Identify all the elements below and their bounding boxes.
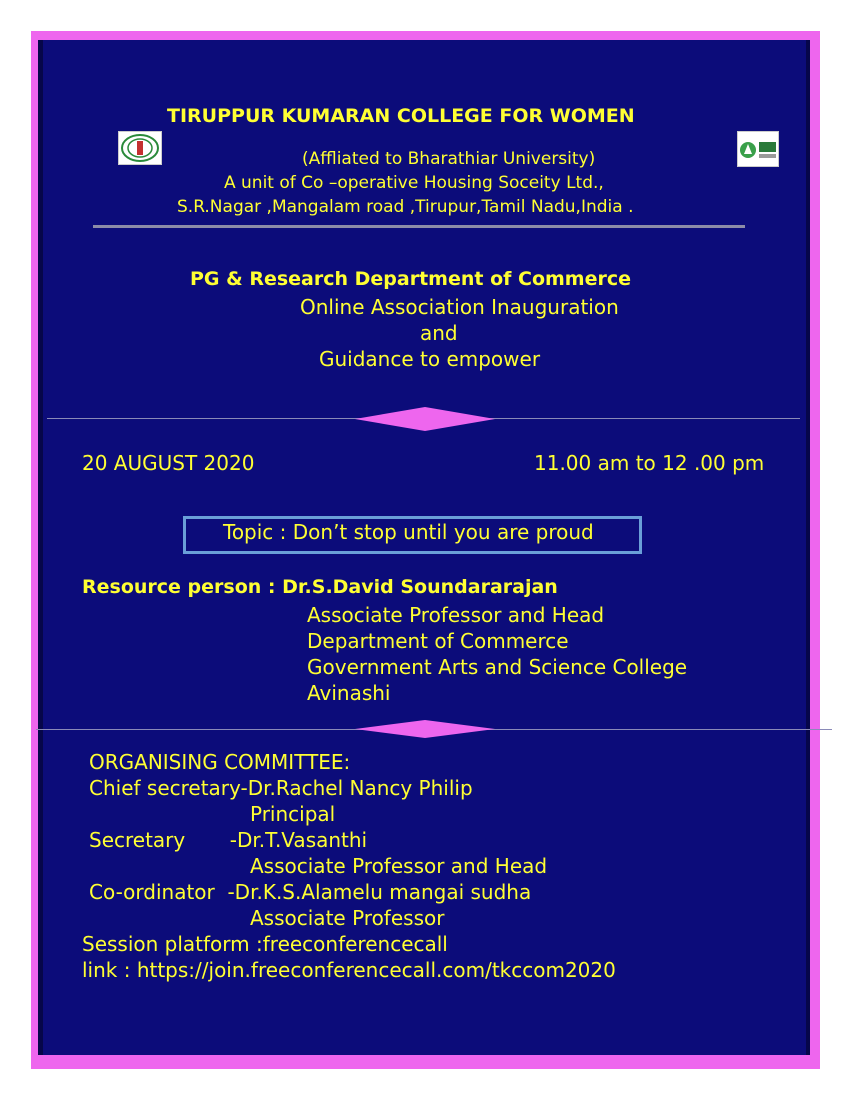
header-divider	[93, 225, 745, 228]
iso-cert-logo	[737, 131, 779, 167]
divider-diamond-icon	[355, 720, 495, 738]
resource-college: Government Arts and Science College	[307, 655, 688, 679]
college-emblem-icon	[119, 132, 161, 164]
secretary-role: Associate Professor and Head	[250, 854, 548, 878]
college-name: TIRUPPUR KUMARAN COLLEGE FOR WOMEN	[167, 105, 635, 127]
resource-location: Avinashi	[307, 681, 391, 705]
chief-secretary-role: Principal	[250, 802, 336, 826]
resource-designation: Associate Professor and Head	[307, 603, 605, 627]
session-link[interactable]: link : https://join.freeconferencecall.com/tkccom2020	[82, 958, 616, 982]
coordinator: Co-ordinator -Dr.K.S.Alamelu mangai sudha	[89, 880, 532, 904]
divider-diamond-icon	[355, 407, 495, 431]
college-emblem-logo	[118, 131, 162, 165]
event-title-line3: Guidance to empower	[319, 347, 541, 371]
secretary: Secretary -Dr.T.Vasanthi	[89, 828, 368, 852]
frame-shadow-right	[806, 40, 810, 1055]
resource-person: Resource person : Dr.S.David Soundararajan	[82, 576, 558, 598]
coordinator-role: Associate Professor	[250, 906, 445, 930]
frame-shadow-left	[38, 40, 43, 1055]
event-date: 20 AUGUST 2020	[82, 451, 255, 475]
resource-department: Department of Commerce	[307, 629, 569, 653]
chief-secretary: Chief secretary-Dr.Rachel Nancy Philip	[89, 776, 473, 800]
cert-badge-icon	[738, 132, 778, 166]
affiliation-text: (Affliated to Bharathiar University)	[302, 149, 596, 169]
topic-text: Topic : Don’t stop until you are proud	[223, 520, 594, 544]
unit-text: A unit of Co –operative Housing Soceity Ltd.,	[224, 173, 604, 193]
department-title: PG & Research Department of Commerce	[190, 268, 631, 290]
session-platform: Session platform :freeconferencecall	[82, 932, 448, 956]
address-text: S.R.Nagar ,Mangalam road ,Tirupur,Tamil Nadu,India .	[177, 197, 634, 217]
event-title-line2: and	[420, 321, 458, 345]
event-time: 11.00 am to 12 .00 pm	[534, 451, 765, 475]
event-title-line1: Online Association Inauguration	[300, 295, 619, 319]
committee-heading: ORGANISING COMMITTEE:	[89, 750, 351, 774]
